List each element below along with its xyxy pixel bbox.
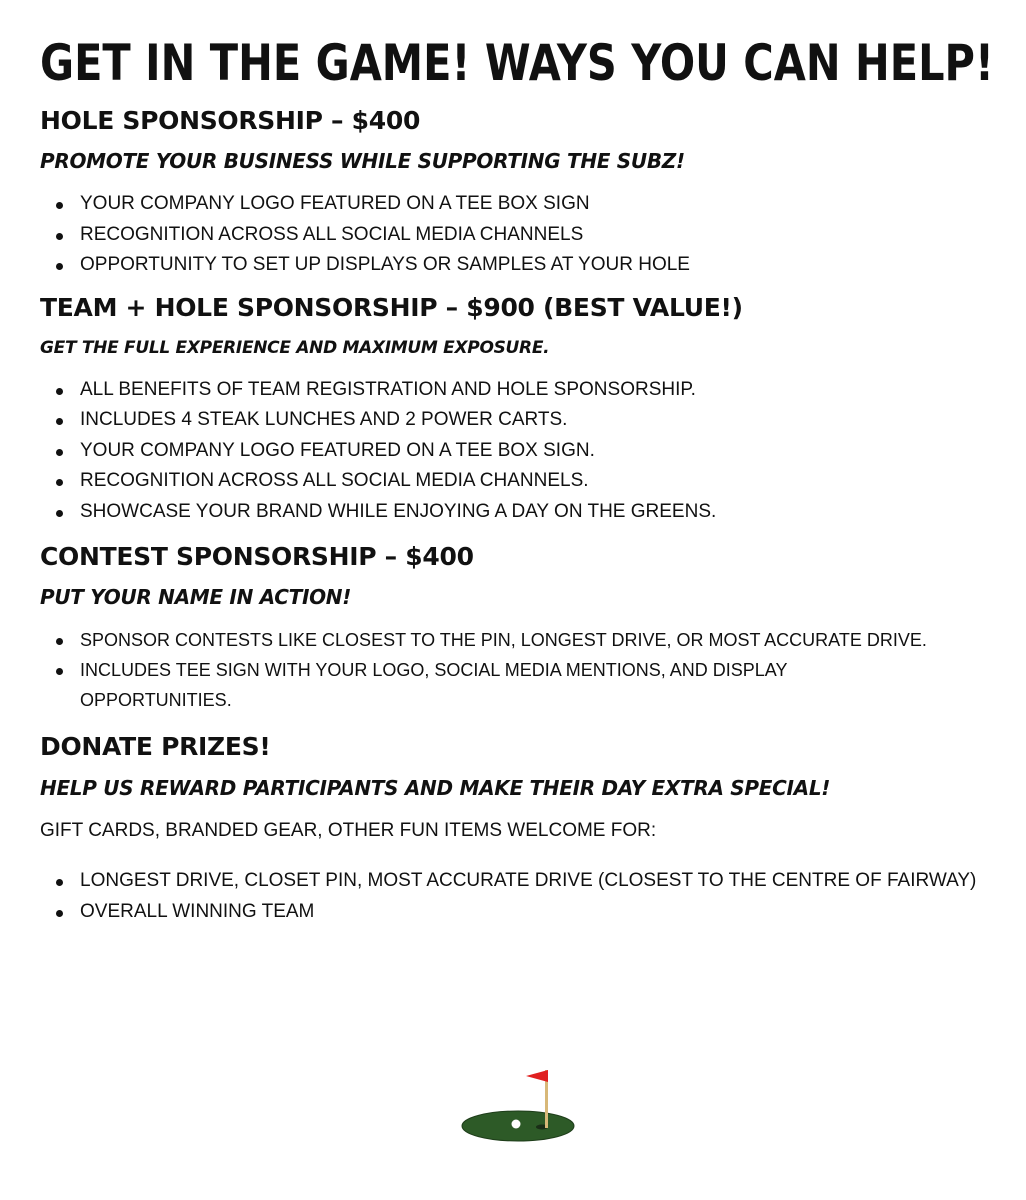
- section-contest-sponsorship: [40, 540, 990, 715]
- list-item: RECOGNITION ACROSS ALL SOCIAL MEDIA CHANNELS: [80, 220, 990, 251]
- bullet-list: [40, 189, 990, 281]
- golf-ball-shape: [512, 1120, 521, 1129]
- section-tagline: PROMOTE YOUR BUSINESS WHILE SUPPORTING THE SUBZ!: [40, 149, 685, 173]
- section-heading: CONTEST SPONSORSHIP – $400: [40, 542, 474, 571]
- section-heading: TEAM + HOLE SPONSORSHIP – $900 (BEST VALUE!): [40, 292, 743, 322]
- list-item: INCLUDES TEE SIGN WITH YOUR LOGO, SOCIAL MEDIA MENTIONS, AND DISPLAY OPPORTUNITIES.: [80, 655, 840, 715]
- page-title: GET IN THE GAME! WAYS YOU CAN HELP!: [40, 34, 994, 92]
- list-item: YOUR COMPANY LOGO FEATURED ON A TEE BOX SIGN.: [80, 436, 990, 467]
- section-heading: DONATE PRIZES!: [40, 732, 271, 761]
- flyer: [40, 22, 994, 927]
- list-item: SHOWCASE YOUR BRAND WHILE ENJOYING A DAY ON THE GREENS.: [80, 497, 990, 528]
- section-team-hole-sponsorship: [40, 291, 990, 528]
- list-item: ALL BENEFITS OF TEAM REGISTRATION AND HOLE SPONSORSHIP.: [80, 375, 990, 406]
- section-heading: HOLE SPONSORSHIP – $400: [40, 106, 421, 135]
- list-item: LONGEST DRIVE, CLOSET PIN, MOST ACCURATE DRIVE (CLOSEST TO THE CENTRE OF FAIRWAY): [80, 866, 990, 897]
- list-item: OPPORTUNITY TO SET UP DISPLAYS OR SAMPLES AT YOUR HOLE: [80, 250, 990, 281]
- list-item: SPONSOR CONTESTS LIKE CLOSEST TO THE PIN, LONGEST DRIVE, OR MOST ACCURATE DRIVE.: [80, 625, 990, 655]
- prizes-intro: GIFT CARDS, BRANDED GEAR, OTHER FUN ITEMS WELCOME FOR:: [40, 820, 657, 841]
- golf-green-flag-icon: [460, 1062, 576, 1148]
- list-item: YOUR COMPANY LOGO FEATURED ON A TEE BOX SIGN: [80, 189, 990, 220]
- list-item: RECOGNITION ACROSS ALL SOCIAL MEDIA CHANNELS.: [80, 466, 990, 497]
- bullet-list: [40, 866, 990, 927]
- list-item: INCLUDES 4 STEAK LUNCHES AND 2 POWER CARTS.: [80, 405, 990, 436]
- bullet-list: [40, 625, 990, 715]
- bullet-list: [40, 375, 990, 528]
- red-flag-shape: [526, 1070, 548, 1082]
- list-item: OVERALL WINNING TEAM: [80, 897, 990, 928]
- section-hole-sponsorship: [40, 104, 990, 281]
- section-tagline: HELP US REWARD PARTICIPANTS AND MAKE THEIR DAY EXTRA SPECIAL!: [40, 776, 831, 800]
- section-tagline: PUT YOUR NAME IN ACTION!: [40, 585, 352, 609]
- section-donate-prizes: [40, 730, 990, 927]
- section-tagline: GET THE FULL EXPERIENCE AND MAXIMUM EXPOSURE.: [40, 337, 550, 358]
